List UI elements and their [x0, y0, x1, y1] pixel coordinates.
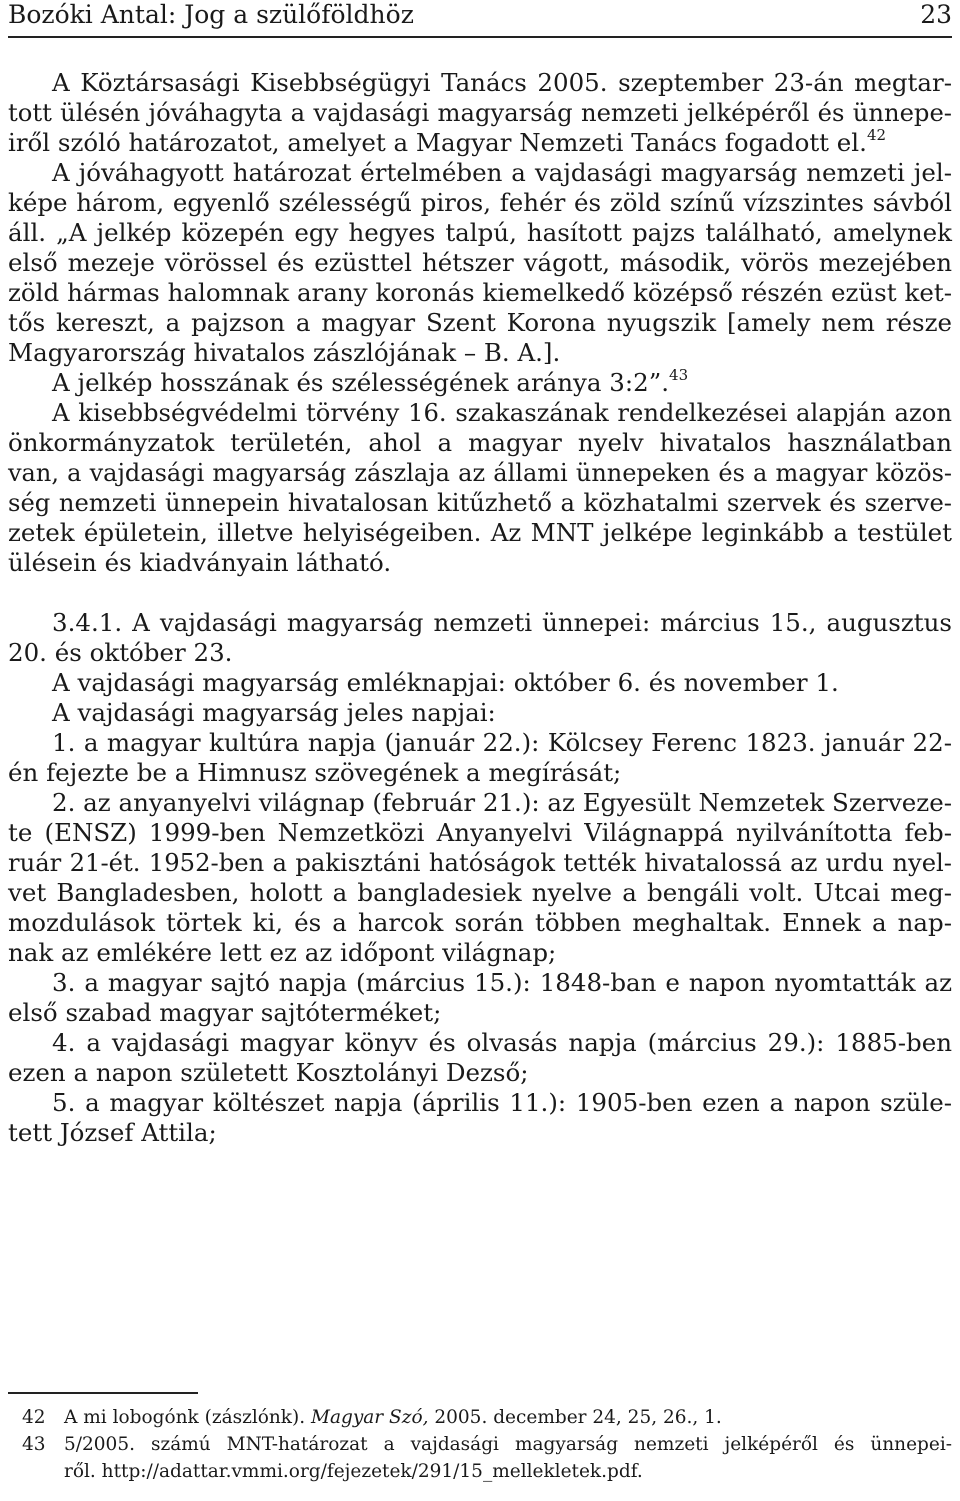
list-item-line: 5. a magyar költészet napja (április 11.): 1905-ben ezen a napon szüle-: [52, 1088, 952, 1117]
footnote-text: A mi lobogónk (zászlónk).: [64, 1407, 306, 1428]
list-item-line: 3. a magyar sajtó napja (március 15.): 1848-ban e napon nyomtatták az: [52, 968, 952, 997]
text-line: A jóváhagyott határozat értelmében a vajdasági magyarság nemzeti jel-: [52, 158, 952, 187]
text-line: [8, 368, 952, 398]
text-line: A Köztársasági Kisebbségügyi Tanács 2005. szeptember 23-án megtar-: [52, 68, 952, 97]
text-line: van, a vajdasági magyarság zászlaja az állami ünnepeken és a magyar közös-: [8, 459, 952, 487]
text-line: Magyarország hivatalos zászlójának – B. A.].: [8, 338, 561, 367]
text-line: áll. „A jelkép közepén egy hegyes talpú, hasított pajzs található, amelynek: [8, 218, 952, 247]
footnote-ref-43[interactable]: 43: [669, 366, 689, 384]
text-segment: A jelkép hosszának és szélességének aránya 3:2”.: [52, 368, 670, 397]
list-item-line: tett József Attila;: [8, 1118, 217, 1147]
page-number: 23: [920, 0, 952, 29]
text-line: A vajdasági magyarság emléknapjai: október 6. és november 1.: [52, 668, 839, 697]
text-line: képe három, egyenlő szélességű piros, fehér és zöld színű vízszintes sávból: [8, 188, 952, 217]
footnote-43: [8, 1431, 952, 1458]
text-line: első mezeje vörössel és ezüsttel hétszer vágott, második, vörös mezejében: [8, 248, 952, 277]
text-line: zetek épületein, illetve helyiségeiben. Az MNT jelképe leginkább a testület: [8, 518, 952, 547]
main-text: [8, 68, 952, 1148]
list-item-line: én fejezte be a Himnusz szövegének a megírását;: [8, 758, 622, 787]
footnote-source-title: Magyar Szó,: [311, 1407, 429, 1428]
list-item-line: 2. az anyanyelvi világnap (február 21.): az Egyesült Nemzetek Szerveze-: [52, 788, 952, 817]
footnote-ref-42[interactable]: 42: [866, 126, 887, 144]
footnote-43-continuation[interactable]: ről. http://adattar.vmmi.org/fejezetek/291/15_mellekletek.pdf.: [64, 1461, 643, 1482]
list-item-line: 4. a vajdasági magyar könyv és olvasás napja (március 29.): 1885-ben: [52, 1028, 952, 1057]
footnote-number: 43: [22, 1434, 46, 1455]
text-line: [8, 128, 952, 158]
running-header: [8, 0, 952, 38]
list-item-line: te (ENSZ) 1999-ben Nemzetközi Anyanyelvi Világnappá nyilvánította feb-: [8, 818, 952, 847]
footnote-42: [8, 1404, 952, 1431]
list-item-line: vet Bangladesben, holott a bangladesiek nyelve a bengáli volt. Utcai meg-: [8, 878, 952, 907]
list-item-line: ezen a napon született Kosztolányi Dezső;: [8, 1058, 529, 1087]
text-line: tős kereszt, a pajzson a magyar Szent Korona nyugszik [amely nem része: [8, 308, 952, 337]
text-line: A kisebbségvédelmi törvény 16. szakaszának rendelkezései alapján azon: [52, 398, 952, 427]
text-segment: iről szóló határozatot, amelyet a Magyar Nemzeti Tanács fogadott el.: [8, 128, 867, 157]
footnote-number: 42: [22, 1407, 46, 1428]
header-rule: [8, 36, 952, 38]
running-title: Bozóki Antal: Jog a szülőföldhöz: [8, 0, 414, 29]
list-item-line: első szabad magyar sajtóterméket;: [8, 998, 442, 1027]
list-item-line: ruár 21-ét. 1952-ben a pakisztáni hatóságok tették hivatalossá az urdu nyel-: [8, 848, 952, 877]
text-line: A vajdasági magyarság jeles napjai:: [52, 698, 496, 727]
section-heading-line: 3.4.1. A vajdasági magyarság nemzeti ünnepei: március 15., augusztus: [52, 608, 952, 637]
footnote-text: 2005. december 24, 25, 26., 1.: [434, 1407, 722, 1428]
text-line: zöld hármas halomnak arany koronás kiemelkedő középső részén ezüst ket-: [8, 278, 952, 307]
text-line: 20. és október 23.: [8, 638, 233, 667]
paragraph-gap: [8, 578, 952, 608]
footnote-text: 5/2005. számú MNT-határozat a vajdasági magyarság nemzeti jelképéről és ünnepei-: [64, 1434, 952, 1455]
text-line: tott ülésén jóváhagyta a vajdasági magyarság nemzeti jelképéről és ünnepe-: [8, 98, 952, 127]
text-line: önkormányzatok területén, ahol a magyar nyelv hivatalos használatban: [8, 428, 952, 457]
text-line: ség nemzeti ünnepein hivatalosan kitűzhető a közhatalmi szervek és szerve-: [8, 488, 952, 517]
list-item-line: mozdulások törtek ki, és a harcok során többen meghaltak. Ennek a nap-: [8, 908, 952, 937]
footnotes: [8, 1404, 952, 1485]
footnote-rule: [8, 1392, 198, 1394]
list-item-line: 1. a magyar kultúra napja (január 22.): Kölcsey Ferenc 1823. január 22-: [52, 728, 952, 757]
list-item-line: nak az emlékére lett ez az időpont világnap;: [8, 938, 557, 967]
text-line: ülésein és kiadványain látható.: [8, 548, 392, 577]
